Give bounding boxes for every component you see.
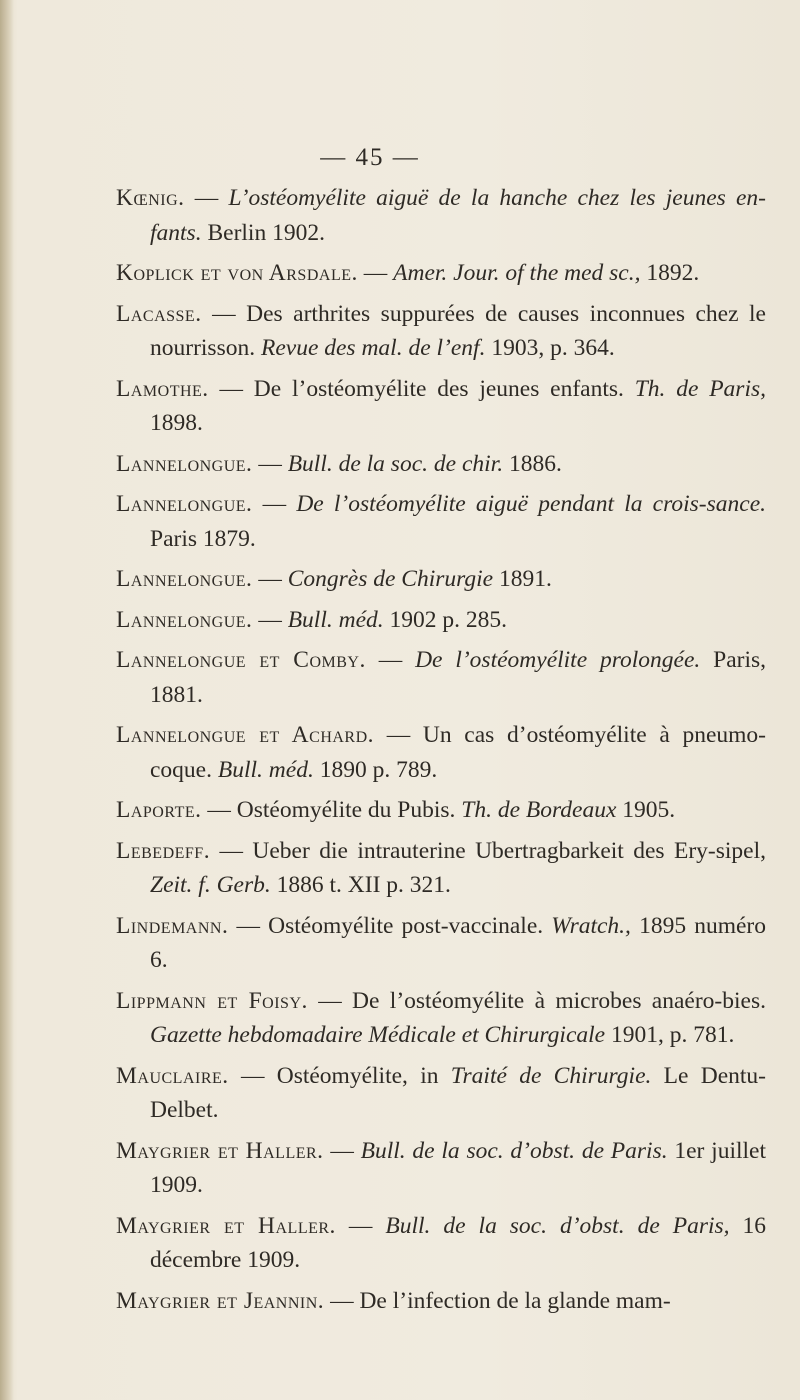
entry-title: Bull. de la soc. d’obst. de Paris, xyxy=(385,1212,730,1239)
entry-text: — Ostéomyélite du Pubis. xyxy=(201,797,462,823)
entry-author: Maygrier et Jeannin. xyxy=(116,1287,325,1314)
entry-text: — Ueber die intrauterine Ubertragbarkeit des Ery-sipel, xyxy=(210,837,766,864)
entry-details: 1895 numéro 6. xyxy=(150,912,766,973)
entry-title: Amer. Jour. of the med sc., xyxy=(393,260,641,286)
bibliography-entry xyxy=(116,447,766,482)
entry-author: Kœnig. xyxy=(116,185,185,211)
bibliography-entry xyxy=(116,603,766,638)
entry-author: Lippmann et Foisy. xyxy=(116,987,308,1014)
entry-author: Lannelongue. xyxy=(116,566,253,592)
entry-details: 1905. xyxy=(616,797,676,823)
entry-details: Berlin 1902. xyxy=(201,219,325,246)
entry-text: — xyxy=(357,260,394,286)
entry-author: Lannelongue et Achard. xyxy=(116,722,375,748)
entry-details: Paris 1879. xyxy=(150,525,256,552)
entry-text: — xyxy=(252,606,288,633)
entry-author: Lannelongue. xyxy=(116,491,253,517)
entry-details: 16 décembre 1909. xyxy=(150,1212,767,1273)
bibliography-entry xyxy=(116,297,766,366)
entry-text: — De l’ostéomyélite des jeunes enfants. xyxy=(208,375,635,402)
bibliography-entry xyxy=(116,1134,766,1203)
entry-text: — xyxy=(323,1137,361,1164)
bibliography-entry xyxy=(116,834,766,903)
entry-text: — xyxy=(335,1212,386,1239)
entry-author: Lacasse. xyxy=(116,300,202,327)
entry-details: Paris, 1881. xyxy=(150,647,767,708)
entry-text: — xyxy=(252,566,288,592)
entry-author: Laporte. xyxy=(116,797,202,823)
entry-title: Th. de Bordeaux xyxy=(461,797,617,823)
entry-title: Bull. méd. xyxy=(217,756,314,783)
bibliography-entry xyxy=(116,256,766,291)
entry-author: Mauclaire. xyxy=(116,1062,229,1089)
entry-text: — xyxy=(252,491,297,517)
page-binding-shadow xyxy=(0,0,14,1400)
bibliography-list xyxy=(116,181,766,1324)
entry-text: — Un cas d’ostéomyélite à pneumo-coque. xyxy=(150,722,766,783)
entry-text: — Ostéomyélite, in xyxy=(228,1062,451,1089)
entry-author: Lannelongue. xyxy=(116,606,253,633)
entry-text: — xyxy=(184,185,229,211)
bibliography-entry xyxy=(116,1059,766,1128)
entry-details: 1898. xyxy=(150,410,203,436)
entry-text: — De l’infection de la glande mam- xyxy=(324,1287,671,1314)
bibliography-entry xyxy=(116,718,766,787)
bibliography-entry xyxy=(116,562,766,597)
entry-details: 1901, p. 781. xyxy=(605,1022,735,1048)
bibliography-entry xyxy=(116,909,766,978)
entry-title: De l’ostéomyélite prolongée. xyxy=(415,647,701,673)
entry-title: Traité de Chirurgie. xyxy=(450,1062,652,1089)
bibliography-entry xyxy=(116,1284,766,1319)
bibliography-entry xyxy=(116,984,766,1053)
entry-details: 1903, p. 364. xyxy=(485,335,615,361)
entry-text: — Des arthrites suppurées de causes inconnues chez le nourrisson. xyxy=(150,300,766,361)
entry-title: Revue des mal. de l’enf. xyxy=(260,335,486,361)
bibliography-entry xyxy=(116,181,766,250)
entry-title: Wratch., xyxy=(551,912,631,939)
entry-text: — xyxy=(252,450,288,477)
entry-author: Lebedeff. xyxy=(116,837,211,864)
entry-title: Zeit. f. Gerb. xyxy=(150,872,271,898)
entry-title: Th. de Paris, xyxy=(634,375,766,402)
entry-details: 1886. xyxy=(503,450,562,477)
entry-title: Congrès de Chirurgie xyxy=(287,566,494,592)
entry-details: 1892. xyxy=(640,260,700,286)
entry-details: Le Dentu-Delbet. xyxy=(150,1062,767,1123)
entry-author: Lannelongue. xyxy=(116,450,253,477)
entry-title: Bull. méd. xyxy=(287,606,384,633)
entry-title: De l’ostéomyélite aiguë pendant la crois-sance. xyxy=(296,491,766,517)
bibliography-entry xyxy=(116,793,766,828)
bibliography-entry xyxy=(116,643,766,712)
entry-author: Lamothe. xyxy=(116,375,209,402)
entry-details: 1902 p. 285. xyxy=(383,606,508,633)
entry-author: Lindemann. xyxy=(116,912,229,939)
bibliography-entry xyxy=(116,487,766,556)
entry-title: Bull. de la soc. de chir. xyxy=(287,450,504,477)
entry-details: 1886 t. XII p. 321. xyxy=(270,872,451,898)
bibliography-entry xyxy=(116,372,766,441)
entry-author: Koplick et von Arsdale. xyxy=(116,260,358,286)
page-number: — 45 — xyxy=(320,144,420,171)
entry-author: Lannelongue et Comby. xyxy=(116,647,366,673)
entry-title: L’ostéomyélite aiguë de la hanche chez les jeunes en-fants. xyxy=(150,185,766,246)
entry-title: Bull. de la soc. d’obst. de Paris. xyxy=(360,1137,668,1164)
entry-details: 1891. xyxy=(493,566,552,592)
entry-details: 1890 p. 789. xyxy=(313,756,438,783)
entry-text: — xyxy=(365,647,416,673)
entry-author: Maygrier et Haller. xyxy=(116,1212,336,1239)
entry-text: — Ostéomyélite post-vaccinale. xyxy=(228,912,552,939)
entry-author: Maygrier et Haller. xyxy=(116,1137,324,1164)
entry-text: — De l’ostéomyélite à microbes anaéro-bies. xyxy=(307,987,766,1014)
entry-title: Gazette hebdomadaire Médicale et Chirurgicale xyxy=(150,1022,606,1048)
bibliography-entry xyxy=(116,1209,766,1278)
entry-details: 1er juillet 1909. xyxy=(150,1137,766,1198)
